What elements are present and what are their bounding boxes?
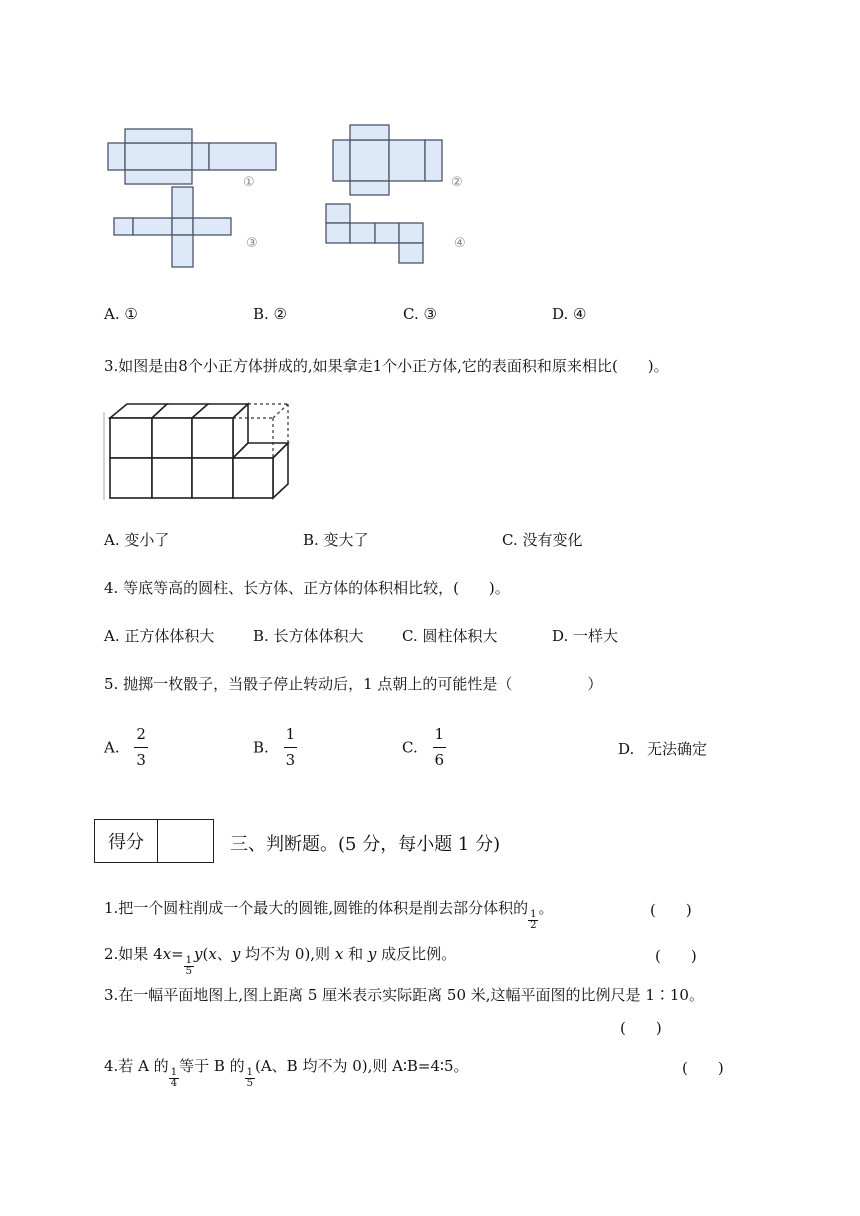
- option-prefix: C.: [402, 738, 418, 757]
- fraction: [134, 727, 148, 768]
- option-prefix: D.: [618, 740, 635, 758]
- fraction: [284, 727, 298, 768]
- net-label-3: ③: [246, 236, 258, 251]
- fraction: [169, 1068, 179, 1089]
- fraction: [528, 910, 538, 931]
- denominator: 3: [284, 747, 298, 768]
- q4-text: 4. 等底等高的圆柱、长方体、正方体的体积相比较，( )。: [104, 579, 510, 597]
- denominator: 2: [530, 920, 537, 931]
- judge-3: 3.在一幅平面地图上,图上距离 5 厘米表示实际距离 50 米,这幅平面图的比例尺是 1∶10。: [104, 986, 704, 1004]
- numerator: 1: [285, 725, 296, 743]
- var-x: x: [162, 945, 172, 963]
- judge-4: [104, 1055, 469, 1089]
- judge-2-text: 成反比例。: [376, 945, 457, 963]
- q4-option-d[interactable]: D. 一样大: [552, 627, 619, 645]
- q3-option-a[interactable]: A. 变小了: [104, 531, 170, 549]
- q3-option-c[interactable]: C. 没有变化: [502, 531, 583, 549]
- denominator: 3: [134, 747, 148, 768]
- judge-2-text: 、: [216, 945, 232, 963]
- denominator: 5: [246, 1078, 253, 1089]
- var-y: y: [367, 945, 377, 963]
- judge-2-text: (: [202, 945, 209, 963]
- q4-option-b[interactable]: B. 长方体体积大: [253, 627, 364, 645]
- judge-2-text: 均不为 0),则: [240, 945, 335, 963]
- q5-option-c[interactable]: [402, 727, 446, 768]
- score-blank[interactable]: [158, 820, 213, 862]
- net-label-4: ④: [454, 236, 466, 251]
- q4-option-a[interactable]: A. 正方体体积大: [104, 627, 215, 645]
- judge-4-text: (A、B 均不为 0),则 A∶B=4∶5。: [255, 1057, 469, 1075]
- judge-4-answer-blank[interactable]: ( ): [682, 1059, 724, 1077]
- score-label: 得分: [95, 820, 158, 862]
- numerator: 2: [136, 725, 146, 743]
- score-box: [94, 819, 214, 863]
- q2-option-a[interactable]: A. ①: [104, 305, 138, 323]
- judge-4-text: 4.若 A 的: [104, 1057, 169, 1075]
- var-x: x: [334, 945, 344, 963]
- q5-text: 5. 抛掷一枚骰子，当骰子停止转动后，1 点朝上的可能性是（ ）: [104, 675, 603, 693]
- numerator: 1: [246, 1067, 253, 1078]
- q3-text: 3.如图是由8个小正方体拼成的,如果拿走1个小正方体,它的表面积和原来相比( )。: [104, 357, 669, 375]
- option-text: 无法确定: [647, 740, 708, 758]
- q2-option-b[interactable]: B. ②: [253, 305, 288, 323]
- numerator: 1: [170, 1067, 178, 1078]
- judge-1: [104, 897, 553, 931]
- denominator: 4: [170, 1078, 178, 1089]
- judge-2-text: 和: [343, 945, 368, 963]
- net-label-1: ①: [243, 175, 255, 190]
- section3-title: 三、判断题。(5 分，每小题 1 分): [230, 834, 501, 855]
- option-prefix: B.: [253, 738, 269, 757]
- judge-1-end: 。: [538, 899, 554, 917]
- var-y: y: [194, 945, 203, 963]
- option-prefix: A.: [104, 738, 120, 757]
- var-y: y: [231, 945, 241, 963]
- denominator: 6: [433, 747, 447, 768]
- numerator: 1: [185, 955, 193, 966]
- judge-2: [104, 943, 456, 977]
- q5-option-d[interactable]: [618, 738, 707, 759]
- numerator: 1: [434, 725, 445, 743]
- fraction: [433, 727, 447, 768]
- judge-1-text: 1.把一个圆柱削成一个最大的圆锥,圆锥的体积是削去部分体积的: [104, 899, 529, 917]
- fraction: [245, 1068, 255, 1089]
- numerator: 1: [530, 909, 537, 920]
- q4-option-c[interactable]: C. 圆柱体积大: [402, 627, 498, 645]
- q5-option-b[interactable]: [253, 727, 297, 768]
- q5-option-a[interactable]: [104, 727, 148, 768]
- cubes-figure: [0, 0, 860, 510]
- net-label-2: ②: [451, 175, 463, 190]
- q2-option-c[interactable]: C. ③: [403, 305, 437, 323]
- var-x: x: [208, 945, 217, 963]
- q3-option-b[interactable]: B. 变大了: [303, 531, 369, 549]
- judge-4-text: 等于 B 的: [179, 1057, 245, 1075]
- judge-3-answer-blank[interactable]: ( ): [620, 1019, 662, 1037]
- judge-2-answer-blank[interactable]: ( ): [655, 947, 697, 965]
- judge-1-answer-blank[interactable]: ( ): [650, 901, 692, 919]
- equals-sign: =: [171, 945, 184, 963]
- judge-2-text: 2.如果 4: [104, 945, 163, 963]
- fraction: [184, 956, 194, 977]
- denominator: 5: [185, 966, 193, 977]
- q2-option-d[interactable]: D. ④: [552, 305, 587, 323]
